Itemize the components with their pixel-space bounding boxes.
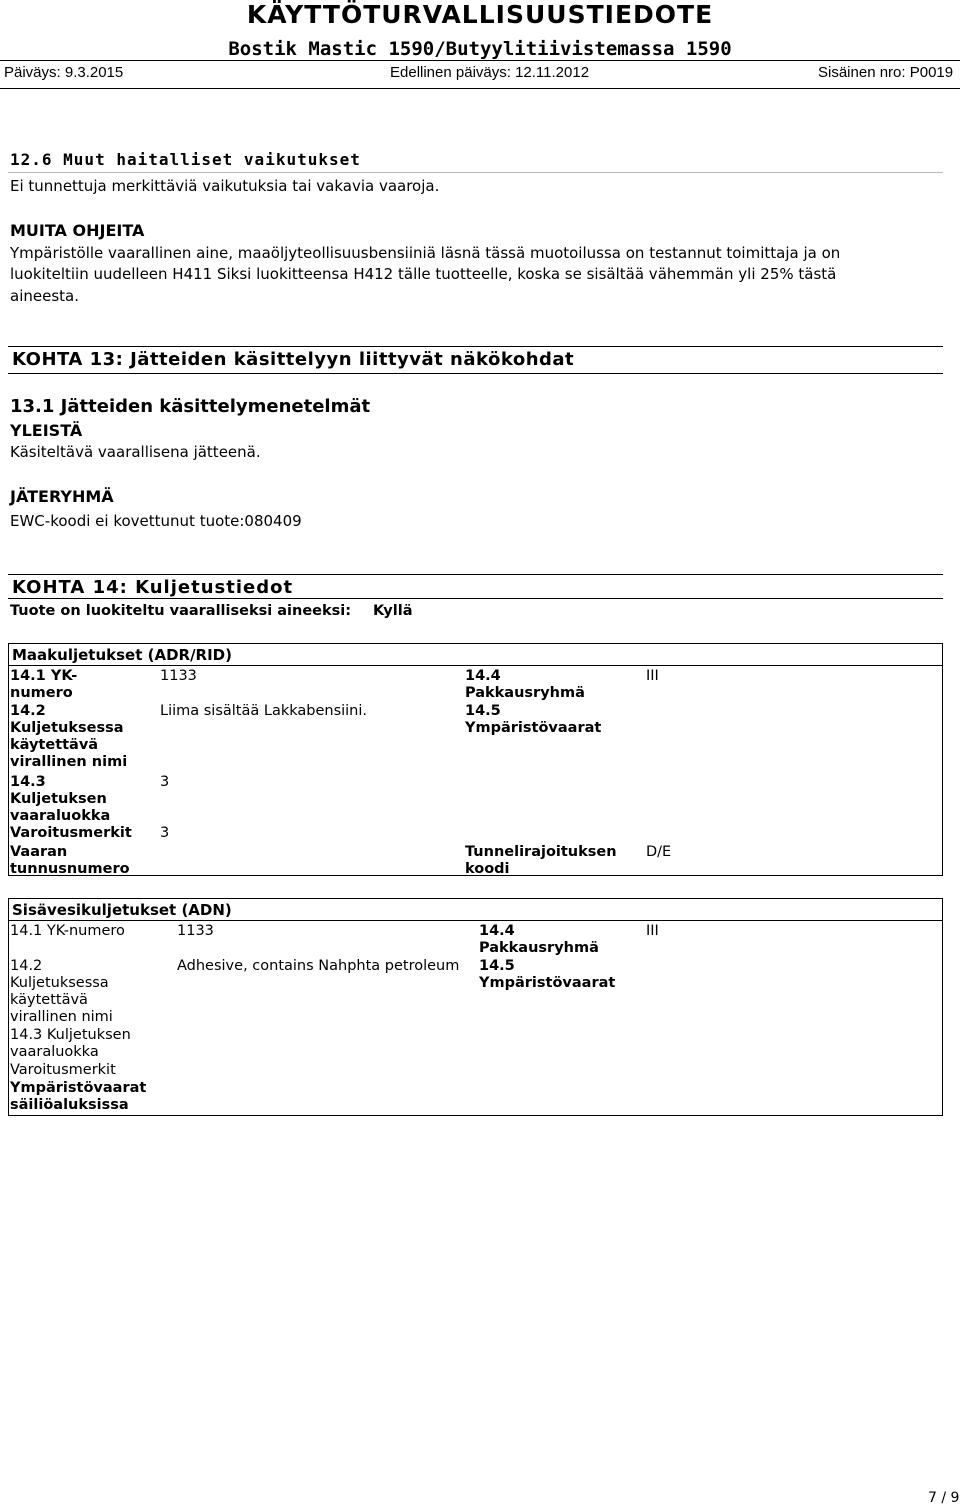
other-instructions-line-2: luokiteltiin uudelleen H411 Siksi luokitteensa H412 tälle tuotteelle, koska se sisältää vähemmän yli 25% tästä bbox=[10, 265, 837, 283]
classified-value: Kyllä bbox=[373, 603, 413, 619]
issue-date: Päiväys: 9.3.2015 bbox=[4, 64, 124, 81]
adn-environment-label: 14.5 Ympäristövaarat bbox=[479, 958, 616, 991]
section-13-top-rule bbox=[8, 346, 943, 347]
adn-shipping-name-label: 14.2 Kuljetuksessa käytettävä virallinen nimi bbox=[10, 958, 113, 1025]
header-bottom-line bbox=[0, 88, 960, 89]
adr-hazard-number-label: Vaaran tunnusnumero bbox=[10, 844, 130, 877]
section-13-1-heading: 13.1 Jätteiden käsittelymenetelmät bbox=[10, 396, 371, 417]
adr-packing-group-value: III bbox=[646, 668, 659, 684]
adn-table bbox=[8, 898, 943, 1116]
header-divider bbox=[0, 60, 960, 61]
adr-packing-group-label: 14.4 Pakkausryhmä bbox=[465, 668, 585, 701]
adn-un-value: 1133 bbox=[177, 923, 214, 939]
adr-shipping-name-value: Liima sisältää Lakkabensiini. bbox=[160, 703, 368, 719]
section-12-6-rule bbox=[8, 172, 943, 173]
adn-un-label: 14.1 YK-numero bbox=[10, 923, 125, 939]
internal-number: Sisäinen nro: P0019 bbox=[818, 64, 954, 81]
adn-packing-group-value: III bbox=[646, 923, 659, 939]
adn-warning-label: Varoitusmerkit bbox=[10, 1062, 116, 1078]
document-title: KÄYTTÖTURVALLISUUSTIEDOTE bbox=[246, 0, 714, 29]
waste-group-heading: JÄTERYHMÄ bbox=[10, 487, 114, 506]
section-14-title: KOHTA 14: Kuljetustiedot bbox=[12, 577, 294, 598]
adn-packing-group-label: 14.4 Pakkausryhmä bbox=[479, 923, 599, 956]
adr-un-label: 14.1 YK-numero bbox=[10, 668, 78, 701]
waste-code-text: EWC-koodi ei kovettunut tuote:080409 bbox=[10, 512, 302, 530]
adr-table-heading: Maakuljetukset (ADR/RID) bbox=[9, 644, 942, 666]
adn-shipping-name-value: Adhesive, contains Nahphta petroleum bbox=[177, 958, 460, 974]
general-heading: YLEISTÄ bbox=[10, 421, 83, 440]
adr-warning-value: 3 bbox=[160, 825, 170, 841]
adr-un-value: 1133 bbox=[160, 668, 197, 684]
classified-label: Tuote on luokiteltu vaaralliseksi aineeksi: bbox=[10, 603, 352, 619]
product-name: Bostik Mastic 1590/Butyylitiivistemassa 1590 bbox=[228, 38, 732, 60]
other-instructions-line-3: aineesta. bbox=[10, 287, 79, 305]
adr-class-value: 3 bbox=[160, 774, 170, 790]
adr-class-label: 14.3 Kuljetuksen vaaraluokka bbox=[10, 774, 111, 824]
other-instructions-heading: MUITA OHJEITA bbox=[10, 221, 145, 240]
adr-warning-label: Varoitusmerkit bbox=[10, 825, 132, 841]
adr-environment-label: 14.5 Ympäristövaarat bbox=[465, 703, 602, 736]
adn-tank-environment-label: Ympäristövaarat säiliöaluksissa bbox=[10, 1080, 147, 1113]
adr-shipping-name-label: 14.2 Kuljetuksessa käytettävä virallinen nimi bbox=[10, 703, 128, 770]
adn-class-label: 14.3 Kuljetuksen vaaraluokka bbox=[10, 1027, 131, 1060]
section-12-6-text: Ei tunnettuja merkittäviä vaikutuksia tai vakavia vaaroja. bbox=[10, 177, 440, 195]
section-12-6-heading: 12.6 Muut haitalliset vaikutukset bbox=[10, 150, 361, 169]
section-13-bottom-rule bbox=[8, 373, 943, 374]
section-13-title: KOHTA 13: Jätteiden käsittelyyn liittyvät näkökohdat bbox=[12, 349, 575, 370]
adr-table bbox=[8, 643, 943, 876]
adr-tunnel-code-value: D/E bbox=[646, 844, 672, 860]
previous-date: Edellinen päiväys: 12.11.2012 bbox=[390, 64, 590, 81]
general-text: Käsiteltävä vaarallisena jätteenä. bbox=[10, 443, 261, 461]
section-14-top-rule bbox=[8, 574, 943, 575]
other-instructions-line-1: Ympäristölle vaarallinen aine, maaöljyteollisuusbensiiniä läsnä tässä muotoilussa on testannut toimittaja ja on bbox=[10, 244, 841, 262]
adr-tunnel-code-label: Tunnelirajoituksen koodi bbox=[465, 844, 617, 877]
page-number: 7 / 9 bbox=[928, 1490, 960, 1506]
adn-table-heading: Sisävesikuljetukset (ADN) bbox=[9, 899, 942, 921]
section-14-bottom-rule bbox=[8, 598, 943, 599]
